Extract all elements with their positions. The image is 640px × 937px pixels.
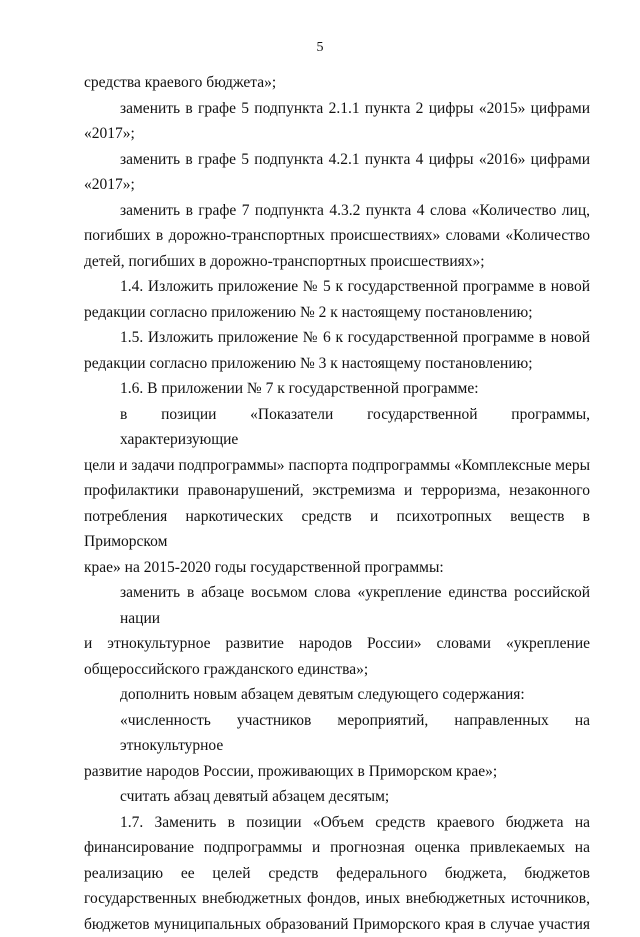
text-line: 1.5. Изложить приложение № 6 к государственной программе в новой bbox=[84, 325, 590, 351]
text-line: 1.4. Изложить приложение № 5 к государственной программе в новой bbox=[84, 274, 590, 300]
text-line: и этнокультурное развитие народов России» словами «укрепление bbox=[84, 631, 590, 657]
text-line: 1.6. В приложении № 7 к государственной программе: bbox=[84, 376, 590, 402]
text-line: детей, погибших в дорожно-транспортных происшествиях»; bbox=[84, 249, 590, 275]
text-line: общероссийского гражданского единства»; bbox=[84, 657, 590, 683]
text-line: дополнить новым абзацем девятым следующего содержания: bbox=[84, 682, 590, 708]
text-line: считать абзац девятый абзацем десятым; bbox=[84, 784, 590, 810]
text-line: крае» на 2015-2020 годы государственной программы: bbox=[84, 555, 590, 581]
text-line: «2017»; bbox=[84, 172, 590, 198]
text-line: бюджетов муниципальных образований Приморского края в случае участия bbox=[84, 912, 590, 937]
text-line: реализацию ее целей средств федерального бюджета, бюджетов bbox=[84, 861, 590, 887]
text-line: погибших в дорожно-транспортных происшествиях» словами «Количество bbox=[84, 223, 590, 249]
text-line: заменить в графе 7 подпункта 4.3.2 пункта 4 слова «Количество лиц, bbox=[84, 198, 590, 224]
text-line: развитие народов России, проживающих в Приморском крае»; bbox=[84, 759, 590, 785]
text-line: финансирование подпрограммы и прогнозная оценка привлекаемых на bbox=[84, 835, 590, 861]
text-line: редакции согласно приложению № 3 к настоящему постановлению; bbox=[84, 351, 590, 377]
text-line: заменить в абзаце восьмом слова «укрепление единства российской нации bbox=[84, 580, 590, 631]
text-line: редакции согласно приложению № 2 к настоящему постановлению; bbox=[84, 300, 590, 326]
text-line: заменить в графе 5 подпункта 2.1.1 пункта 2 цифры «2015» цифрами bbox=[84, 96, 590, 122]
text-line: «численность участников мероприятий, направленных на этнокультурное bbox=[84, 708, 590, 759]
text-line: средства краевого бюджета»; bbox=[84, 70, 590, 96]
text-line: заменить в графе 5 подпункта 4.2.1 пункта 4 цифры «2016» цифрами bbox=[84, 147, 590, 173]
text-line: профилактики правонарушений, экстремизма и терроризма, незаконного bbox=[84, 478, 590, 504]
page-number: 5 bbox=[0, 40, 640, 56]
text-line: «2017»; bbox=[84, 121, 590, 147]
text-line: цели и задачи подпрограммы» паспорта подпрограммы «Комплексные меры bbox=[84, 453, 590, 479]
text-line: в позиции «Показатели государственной программы, характеризующие bbox=[84, 402, 590, 453]
document-body bbox=[84, 70, 590, 937]
text-line: 1.7. Заменить в позиции «Объем средств краевого бюджета на bbox=[84, 810, 590, 836]
text-line: потребления наркотических средств и психотропных веществ в Приморском bbox=[84, 504, 590, 555]
text-line: государственных внебюджетных фондов, иных внебюджетных источников, bbox=[84, 886, 590, 912]
